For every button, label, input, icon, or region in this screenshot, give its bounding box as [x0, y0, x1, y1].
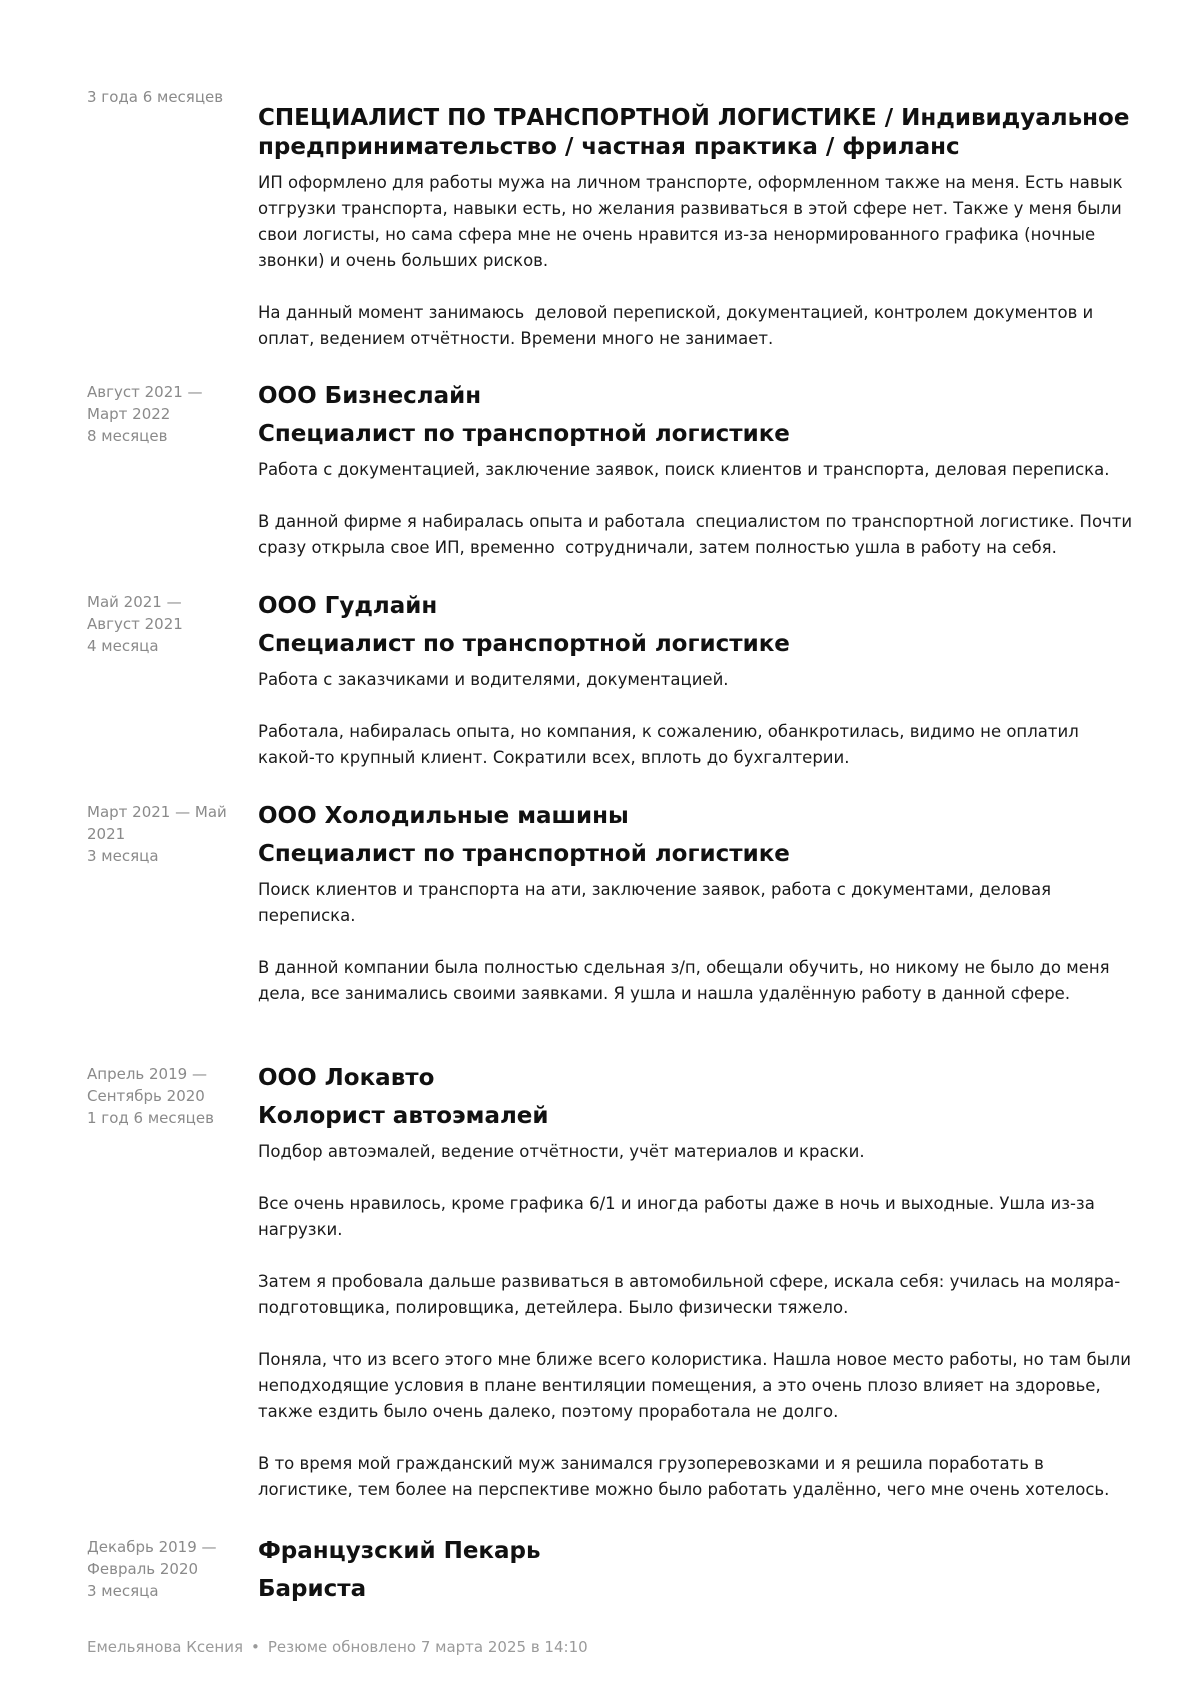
job-description	[258, 877, 1138, 1007]
job-description	[258, 667, 1138, 771]
description-paragraph: ИП оформлено для работы мужа на личном транспорте, оформленном также на меня. Есть навык отгрузки транспорта, навыки есть, но желания развиваться в этой сфере нет. Также у меня были свои логисты, но сама сфера мне не очень нравится из-за ненормированного графика (ночные звонки) и очень больших рисков.	[258, 173, 1128, 270]
job-description	[258, 457, 1138, 561]
description-paragraph: Работа с заказчиками и водителями, документацией.	[258, 670, 729, 689]
start-date: Май 2021 —	[87, 593, 182, 611]
position-title: Специалист по транспортной логистике	[258, 841, 790, 867]
description-paragraph: В то время мой гражданский муж занимался грузоперевозками и я решила поработать в логистике, тем более на перспективе можно было работать удалённо, чего мне очень хотелось.	[258, 1454, 1110, 1499]
description-paragraph: На данный момент занимаюсь деловой перепиской, документацией, контролем документов и оплат, ведением отчётности. Времени много не занимает.	[258, 303, 1099, 348]
position-title: Колорист автоэмалей	[258, 1103, 549, 1129]
company-name: ООО Локавто	[258, 1065, 435, 1091]
duration: 3 месяца	[87, 1582, 159, 1600]
description-paragraph: Поняла, что из всего этого мне ближе всего колористика. Нашла новое место работы, но там были неподходящие условия в плане вентиляции помещения, а это очень плозо влияет на здоровье, также ездить было очень далеко, поэтому проработала не долго.	[258, 1350, 1137, 1421]
company-name: ООО Гудлайн	[258, 593, 438, 619]
page-footer	[87, 1637, 588, 1657]
end-date: 2021	[87, 825, 126, 843]
position-title: Специалист по транспортной логистике	[258, 421, 790, 447]
experience-dates	[87, 86, 247, 108]
duration: 3 года 6 месяцев	[87, 88, 224, 106]
duration: 1 год 6 месяцев	[87, 1109, 214, 1127]
end-date: Сентябрь 2020	[87, 1087, 205, 1105]
description-paragraph: Все очень нравилось, кроме графика 6/1 и иногда работы даже в ночь и выходные. Ушла из-за нагрузки.	[258, 1194, 1101, 1239]
description-paragraph: В данной компании была полностью сдельная з/п, обещали обучить, но никому не было до меня дела, все занимались своими заявками. Я ушла и нашла удалённую работу в данной сфере.	[258, 958, 1115, 1003]
company-name: Французский Пекарь	[258, 1538, 541, 1564]
description-paragraph: Работала, набиралась опыта, но компания, к сожалению, обанкротилась, видимо не оплатил какой-то крупный клиент. Сократили всех, вплоть до бухгалтерии.	[258, 722, 1085, 767]
description-paragraph: Работа с документацией, заключение заявок, поиск клиентов и транспорта, деловая переписка.	[258, 460, 1110, 479]
experience-dates	[87, 381, 247, 447]
start-date: Март 2021 — Май	[87, 803, 227, 821]
footer-name: Емельянова Ксения	[87, 1638, 243, 1656]
start-date: Апрель 2019 —	[87, 1065, 207, 1083]
position-title: СПЕЦИАЛИСТ ПО ТРАНСПОРТНОЙ ЛОГИСТИКЕ / Индивидуальное предпринимательство / частная практика / фриланс	[258, 105, 1130, 160]
job-description	[258, 1139, 1138, 1503]
description-paragraph: Подбор автоэмалей, ведение отчётности, учёт материалов и краски.	[258, 1142, 865, 1161]
experience-dates	[87, 591, 247, 657]
end-date: Август 2021	[87, 615, 183, 633]
end-date: Февраль 2020	[87, 1560, 199, 1578]
job-description	[258, 170, 1138, 352]
description-paragraph: Затем я пробовала дальше развиваться в автомобильной сфере, искала себя: училась на моляра-подготовщика, полировщика, детейлера. Было физически тяжело.	[258, 1272, 1121, 1317]
description-paragraph: Поиск клиентов и транспорта на ати, заключение заявок, работа с документами, деловая переписка.	[258, 880, 1057, 925]
start-date: Август 2021 —	[87, 383, 203, 401]
experience-dates	[87, 801, 247, 867]
footer-updated: Резюме обновлено 7 марта 2025 в 14:10	[267, 1638, 588, 1656]
description-paragraph: В данной фирме я набиралась опыта и работала специалистом по транспортной логистике. Почти сразу открыла свое ИП, временно сотрудничали, затем полностью ушла в работу на себя.	[258, 512, 1138, 557]
company-name: ООО Холодильные машины	[258, 803, 629, 829]
duration: 8 месяцев	[87, 427, 168, 445]
start-date: Декабрь 2019 —	[87, 1538, 217, 1556]
company-name: ООО Бизнеслайн	[258, 383, 482, 409]
footer-separator: •	[250, 1638, 260, 1656]
experience-dates	[87, 1536, 247, 1602]
position-title: Специалист по транспортной логистике	[258, 631, 790, 657]
duration: 4 месяца	[87, 637, 159, 655]
position-title: Бариста	[258, 1576, 367, 1602]
duration: 3 месяца	[87, 847, 159, 865]
end-date: Март 2022	[87, 405, 171, 423]
experience-dates	[87, 1063, 247, 1129]
